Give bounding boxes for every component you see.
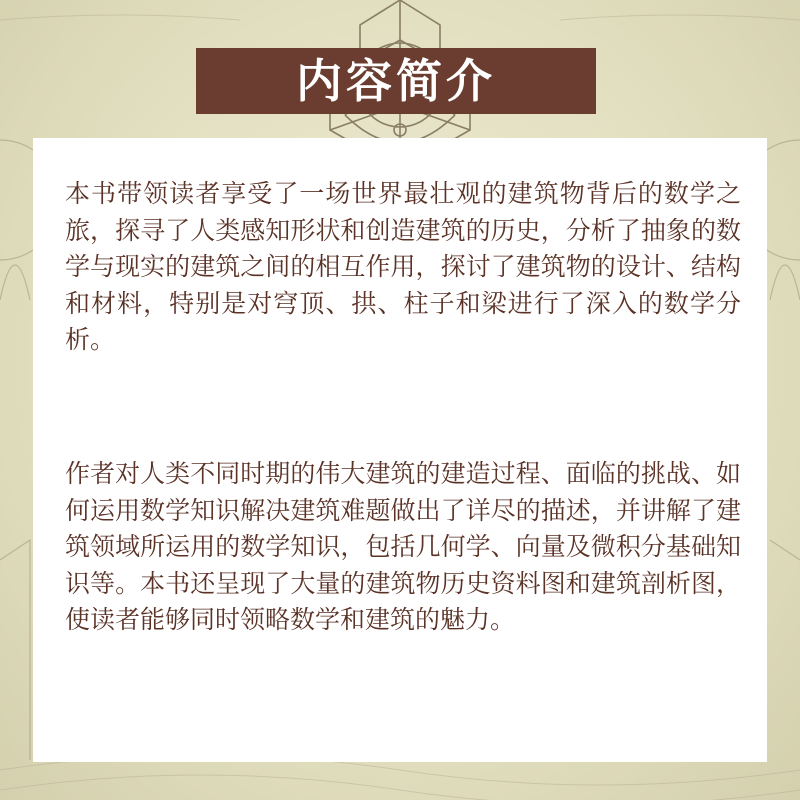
content-card	[33, 138, 767, 762]
title-banner	[196, 48, 596, 114]
page-title: 内容简介	[296, 54, 496, 108]
intro-paragraph-1: 本书带领读者享受了一场世界最壮观的建筑物背后的数学之旅，探寻了人类感知形状和创造建筑的历史，分析了抽象的数学与现实的建筑之间的相互作用，探讨了建筑物的设计、结构和材料，特别是对穹顶、拱、柱子和梁进行了深入的数学分析。	[65, 179, 741, 354]
intro-paragraph-2: 作者对人类不同时期的伟大建筑的建造过程、面临的挑战、如何运用数学知识解决建筑难题做出了详尽的描述，并讲解了建筑领域所运用的数学知识，包括几何学、向量及微积分基础知识等。本书还呈现了大量的建筑物历史资料图和建筑剖析图，使读者能够同时领略数学和建筑的魅力。	[65, 459, 741, 634]
